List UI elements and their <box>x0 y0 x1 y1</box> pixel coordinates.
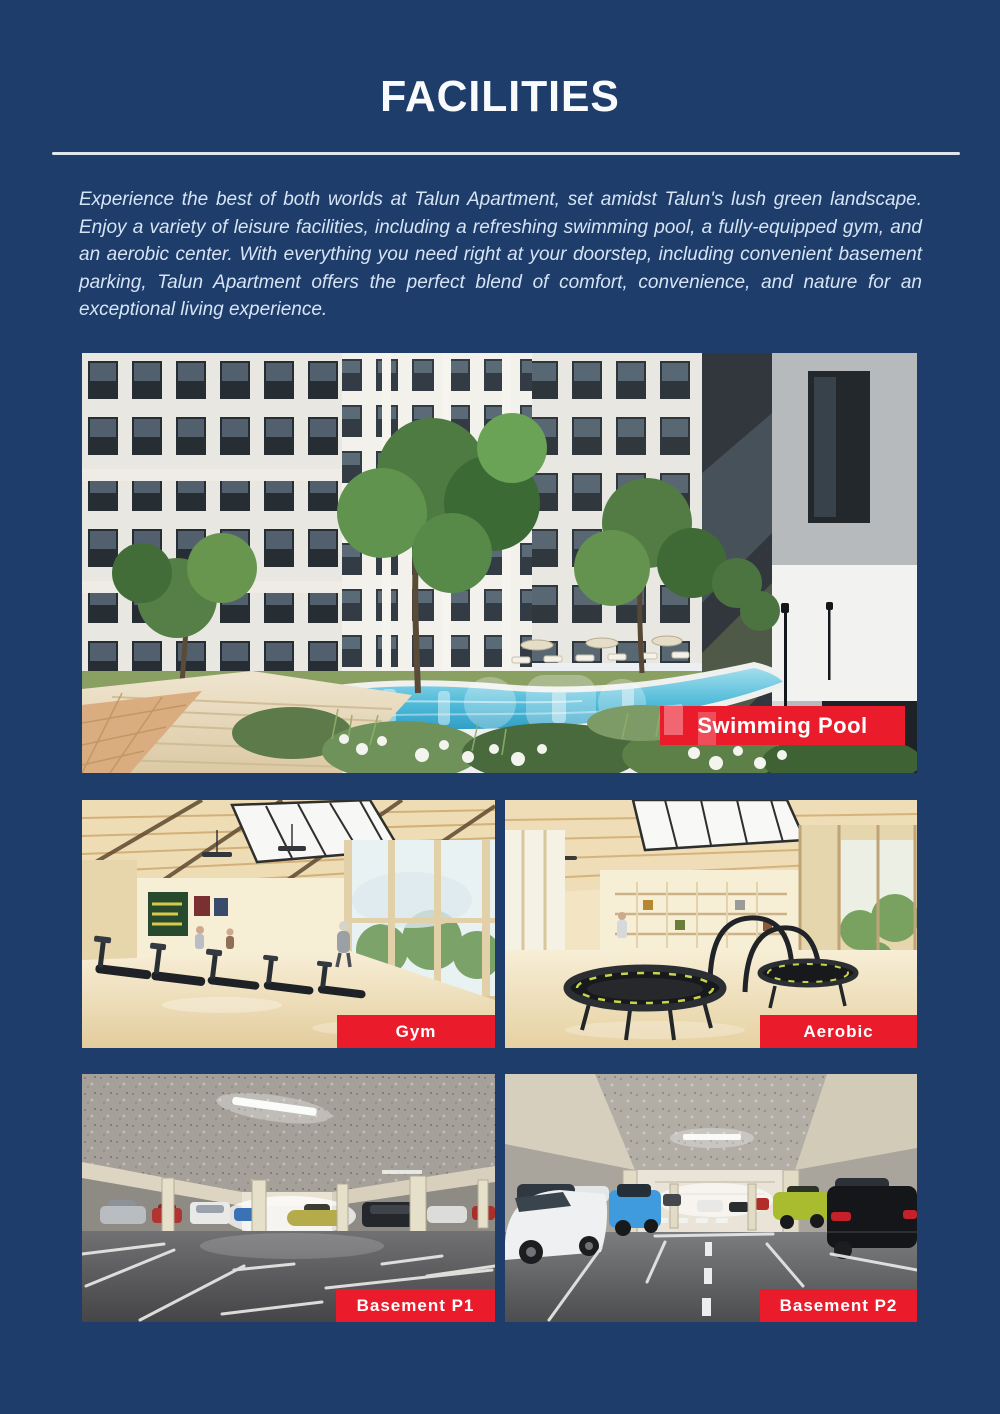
concrete-ceiling <box>595 1074 827 1170</box>
gym-image <box>82 800 495 1048</box>
facility-card-basement-p2 <box>505 1074 917 1322</box>
intro-paragraph: Experience the best of both worlds at Talun Apartment, set amidst Talun's lush green landscape. Enjoy a variety of leisure facilities, including a refreshing swimming pool, a fully-equipped gym, and an aerobic center. With everything you need right at your doorstep, including convenient basement parking, Talun Apartment offers the perfect blend of comfort, convenience, and nature for an exceptional living experience. <box>79 189 922 320</box>
facility-card-gym <box>82 800 495 1048</box>
aerobic-image <box>505 800 917 1048</box>
aerobic-left-window <box>505 830 565 970</box>
facility-label-swimming-pool <box>660 706 905 745</box>
facility-label-basement-p2 <box>760 1289 917 1322</box>
banner-shade <box>664 706 683 735</box>
facility-label-text: Basement P1 <box>356 1295 475 1315</box>
facility-label-aerobic <box>760 1015 917 1048</box>
facility-label-text: Swimming Pool <box>697 712 868 738</box>
facility-card-aerobic <box>505 800 917 1048</box>
page-title: FACILITIES <box>380 72 620 121</box>
title-divider <box>52 152 960 155</box>
facility-label-text: Gym <box>395 1021 437 1041</box>
facility-label-basement-p1 <box>336 1289 495 1322</box>
facility-label-gym <box>337 1015 495 1048</box>
basement-p2-image <box>505 1074 917 1322</box>
facility-card-swimming-pool <box>82 353 917 773</box>
basement-p1-image <box>82 1074 495 1322</box>
facility-card-basement-p1 <box>82 1074 495 1322</box>
aerobic-back-wall <box>600 870 800 955</box>
facility-label-text: Aerobic <box>803 1021 874 1041</box>
facility-label-text: Basement P2 <box>779 1295 898 1315</box>
